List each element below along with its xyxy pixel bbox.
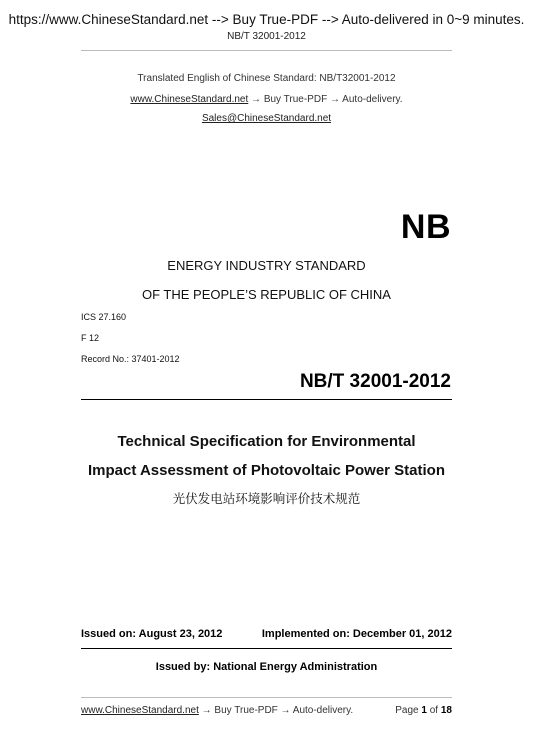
email-line	[0, 113, 533, 124]
page-indicator	[395, 705, 452, 716]
footer-buy-note: → Buy True-PDF → Auto-delivery.	[201, 705, 354, 716]
page-label: Page	[395, 705, 419, 716]
ics-code: ICS 27.160	[81, 312, 127, 322]
record-number: Record No.: 37401-2012	[81, 354, 180, 364]
standard-type-line2: OF THE PEOPLE’S REPUBLIC OF CHINA	[142, 287, 391, 302]
implemented-date: Implemented on: December 01, 2012	[261, 628, 452, 640]
title-en-line2: Impact Assessment of Photovoltaic Power Station	[87, 462, 446, 479]
buy-note: → Buy True-PDF → Auto-delivery.	[251, 94, 403, 105]
standard-number: NB/T 32001-2012	[299, 371, 451, 392]
title-rule-top	[81, 399, 452, 400]
site-link[interactable]: www.ChineseStandard.net	[130, 94, 249, 105]
footer-site-link[interactable]: www.ChineseStandard.net	[81, 705, 199, 716]
footer-divider	[81, 697, 452, 698]
page-total: 18	[440, 705, 452, 716]
of-label: of	[429, 705, 439, 716]
footer-link-line	[81, 705, 353, 716]
header-standard-code: NB/T 32001-2012	[227, 31, 306, 42]
translation-note: Translated English of Chinese Standard: NB/T32001-2012	[137, 73, 396, 84]
translation-link-line	[0, 94, 533, 105]
standard-type-line1: ENERGY INDUSTRY STANDARD	[167, 258, 366, 273]
nb-logo: NB	[400, 208, 451, 246]
page-number: 1	[421, 705, 427, 716]
classification-code: F 12	[81, 333, 100, 343]
title-en-line1: Technical Specification for Environmental	[117, 433, 416, 450]
dates-rule	[81, 648, 452, 649]
header-divider	[81, 50, 452, 51]
issued-by: Issued by: National Energy Administration	[155, 661, 378, 673]
title-cn: 光伏发电站环境影响评价技术规范	[172, 491, 361, 506]
issued-date: Issued on: August 23, 2012	[81, 628, 223, 640]
email-link[interactable]: Sales@ChineseStandard.net	[201, 113, 332, 124]
top-banner[interactable]: https://www.ChineseStandard.net --> Buy True-PDF --> Auto-delivered in 0~9 minutes.	[8, 12, 525, 27]
